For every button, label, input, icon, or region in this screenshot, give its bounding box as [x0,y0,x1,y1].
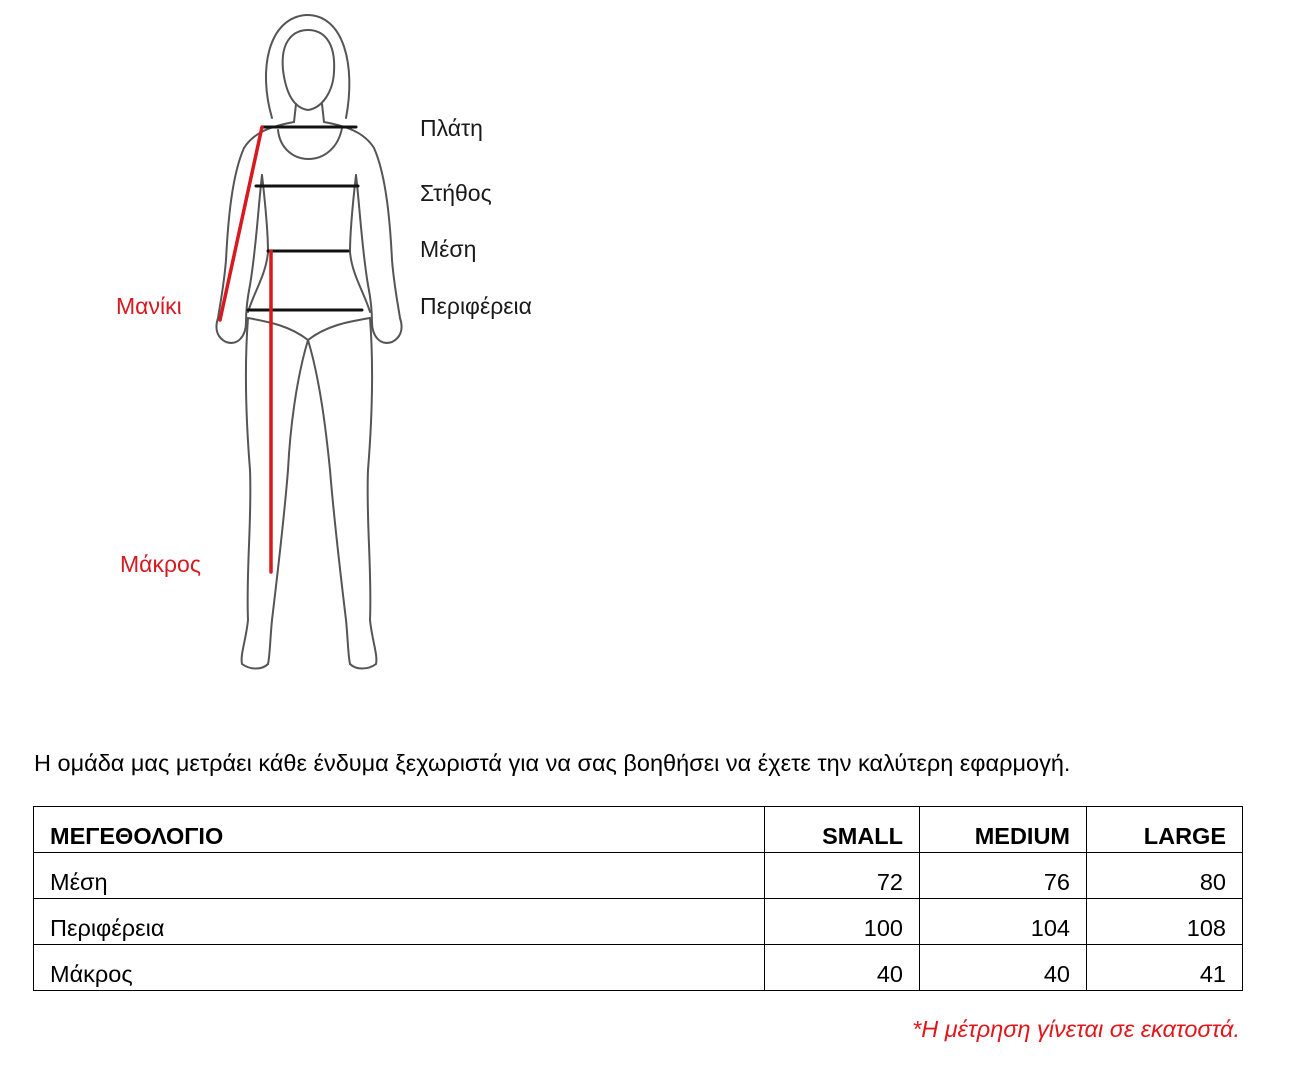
cell-medium: 104 [920,899,1087,945]
table-row [34,899,1243,945]
table-row [34,945,1243,991]
row-label: Περιφέρεια [34,899,765,945]
table-header-row [34,807,1243,853]
cell-large: 80 [1087,853,1243,899]
label-shoulder: Πλάτη [420,115,483,141]
size-chart-table [33,806,1243,991]
table-row [34,853,1243,899]
label-chest: Στήθος [420,180,492,206]
row-label: Μέση [34,853,765,899]
cell-medium: 76 [920,853,1087,899]
cell-small: 72 [765,853,920,899]
cell-large: 108 [1087,899,1243,945]
label-length: Μάκρος [120,551,201,577]
label-sleeve: Μανίκι [116,293,182,319]
label-hips: Περιφέρεια [420,293,532,319]
cell-medium: 40 [920,945,1087,991]
cell-large: 41 [1087,945,1243,991]
header-size-chart: ΜΕΓΕΘΟΛΟΓΙΟ [34,807,765,853]
cell-small: 100 [765,899,920,945]
measurement-footnote: *Η μέτρηση γίνεται σε εκατοστά. [912,1016,1240,1042]
header-large: LARGE [1087,807,1243,853]
cell-small: 40 [765,945,920,991]
header-medium: MEDIUM [920,807,1087,853]
intro-text: Η ομάδα μας μετράει κάθε ένδυμα ξεχωριστά για να σας βοηθήσει να έχετε την καλύτερη εφαρμογή. [34,750,1071,776]
label-waist: Μέση [420,236,477,262]
header-small: SMALL [765,807,920,853]
row-label: Μάκρος [34,945,765,991]
